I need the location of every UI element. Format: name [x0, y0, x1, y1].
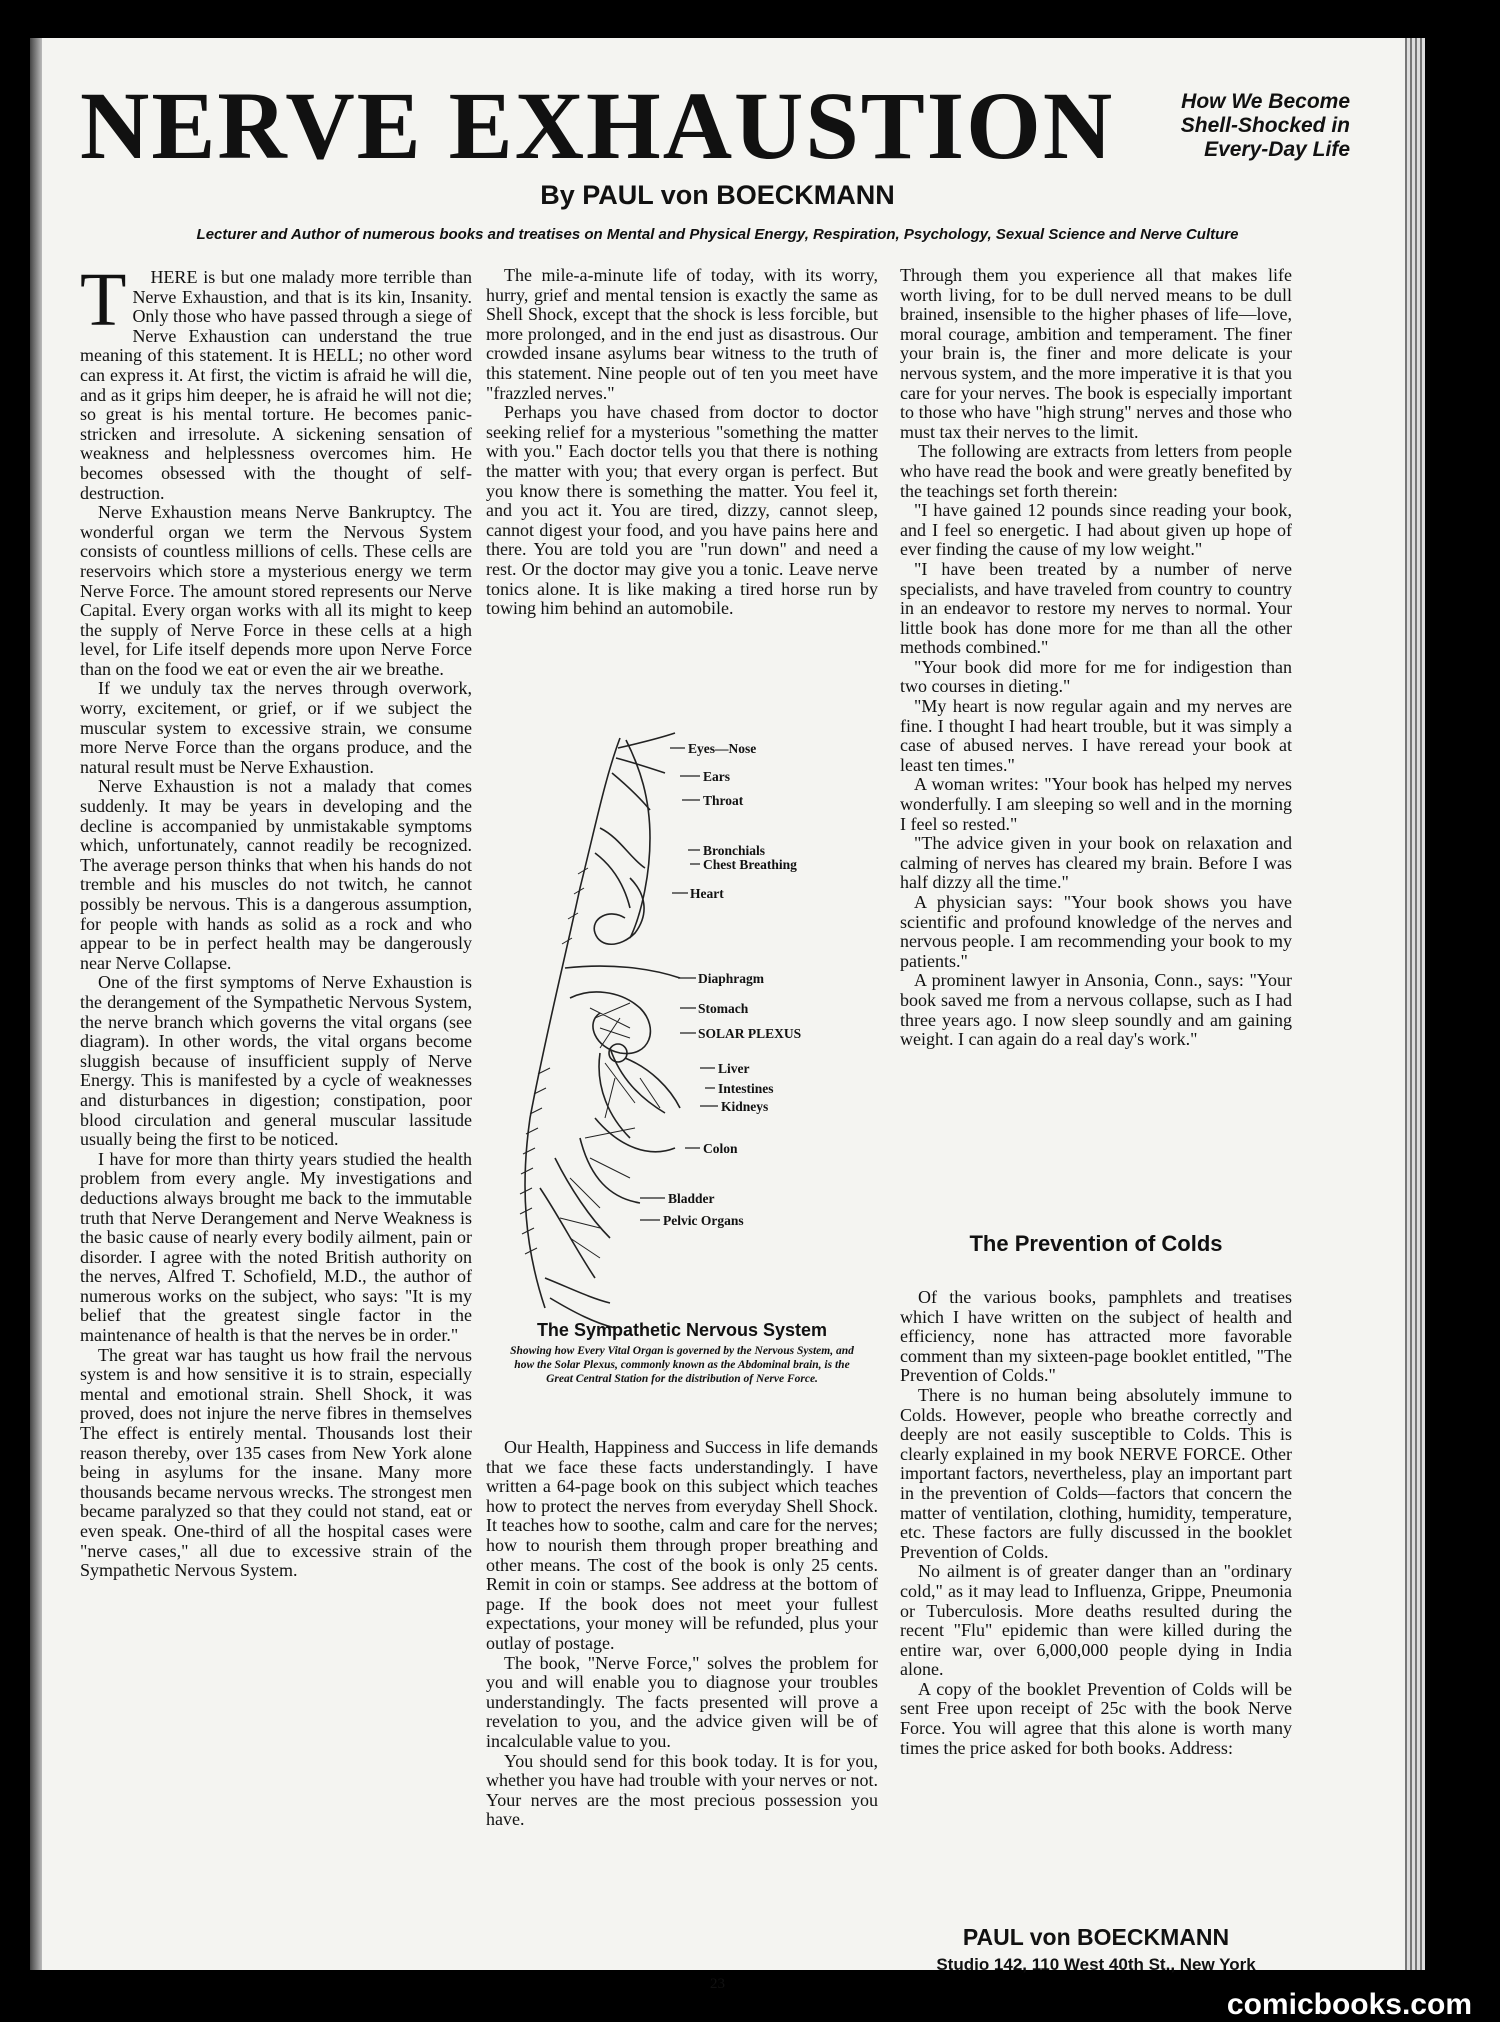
diagram-label: Bladder — [668, 1191, 715, 1206]
paragraph: Our Health, Happiness and Success in life demands that we face these facts understandingly. I have written a 64-page book on this subject which teaches how to protect the nerves from everyday Shell Shock. It teaches how to soothe, calm and care for the nerves; how to nourish them through proper breathing and other means. The cost of the book is only 25 cents. Remit in coin or stamps. See address at the bottom of page. If the book does not meet your fullest expectations, your money will be refunded, plus your outlay of postage. — [486, 1437, 878, 1653]
nerve-branch — [570, 992, 650, 1054]
nerve-ganglia — [520, 868, 588, 1254]
diagram-label: SOLAR PLEXUS — [698, 1026, 802, 1041]
diagram-label: Ears — [703, 769, 730, 784]
diagram-label: Stomach — [698, 1001, 749, 1016]
paragraph: The great war has taught us how frail the nervous system is and how sensitive it is to strain, especially mental and emotional strain. Shell Shock, it was proved, does not injure the nerve fibres in themselves The effect is entirely mental. Thousands lost their reason thereby, over 135 cases from New York alone being in asylums for the insane. Many more thousands became nervous wrecks. The strongest men became paralyzed so that they could not stand, eat or even speak. One-third of all the hospital cases were "nerve cases," all due to excessive strain of the Sympathetic Nervous System. — [80, 1344, 472, 1581]
page-spine — [30, 38, 42, 1970]
paragraph: No ailment is of greater danger than an "ordinary cold," as it may lead to Influenza, Grippe, Pneumonia or Tuberculosis. More deaths resulted during the recent "Flu" epidemic than were killed during the entire war, over 6,000,000 people dying in India alone. — [900, 1561, 1292, 1680]
article-column-3-bottom — [900, 1288, 1292, 1758]
page-edge — [1405, 38, 1425, 1970]
diagram-label: Intestines — [718, 1081, 774, 1096]
page-number: 23 — [710, 1976, 725, 1992]
diagram-label: Throat — [703, 793, 744, 808]
article-tagline — [1080, 90, 1350, 162]
diagram-label: Chest Breathing — [703, 857, 797, 872]
sympathetic-nervous-system-diagram — [500, 718, 870, 1348]
nerve-trunk — [525, 738, 620, 1308]
paragraph: Of the various books, pamphlets and treatises which I have written on the subject of health and efficiency, none has attracted more favorable comment than my sixteen-page booklet entitled, "The Prevention of Colds." — [900, 1287, 1292, 1386]
paragraph: If we unduly tax the nerves through overwork, worry, excitement, or grief, or if we subject the muscular system to excessive strain, we consume more Nerve Force than the organs produce, and the natural result must be Nerve Exhaustion. — [80, 678, 472, 777]
paragraph: The book, "Nerve Force," solves the problem for you and will enable you to diagnose your troubles understandingly. The facts presented will prove a revelation to you, and the advice given will be of incalculable value to you. — [486, 1652, 878, 1751]
author-credentials: Lecturer and Author of numerous books and treatises on Mental and Physical Energy, Respiration, Psychology, Sexual Science and Nerve Culture — [196, 226, 1239, 243]
author-signature — [900, 1924, 1292, 1975]
paragraph: The following are extracts from letters from people who have read the book and were greatly benefited by the teachings set forth therein: — [900, 441, 1292, 501]
drop-cap: T — [80, 258, 127, 342]
tagline-line: How We Become — [1181, 90, 1350, 113]
tagline-line: Every-Day Life — [1204, 138, 1350, 161]
article-column-3-top — [900, 266, 1292, 1050]
testimonial: "I have gained 12 pounds since reading your book, and I feel so energetic. I had about given up hope of ever finding the cause of my low weight." — [900, 500, 1292, 560]
diagram-label: Kidneys — [721, 1099, 769, 1114]
testimonial: "My heart is now regular again and my nerves are fine. I thought I had heart trouble, but it was simply a case of abused nerves. I have reread your book at least ten times." — [900, 696, 1292, 775]
paragraph: HERE is but one malady more terrible than Nerve Exhaustion, and that is its kin, Insanity. Only those who have passed through a siege of Nerve Exhaustion can understand the true meaning of this statement. It is HELL; no other word can express it. At first, the victim is afraid he will die, and as it grips him deeper, he is afraid he will not die; so great is his mental torture. He becomes panic-stricken and irresolute. A sickening sensation of weakness and helplessness overcomes him. He becomes obsessed with the thought of self-destruction. — [80, 267, 472, 503]
diagram-label: Diaphragm — [698, 971, 765, 986]
magazine-page — [30, 38, 1405, 1992]
byline: By PAUL von BOECKMANN — [540, 180, 895, 210]
section-heading: The Prevention of Colds — [969, 1231, 1223, 1256]
diagram-label: Heart — [690, 886, 724, 901]
article-column-2-bottom — [486, 1438, 878, 1830]
nerve-branch — [540, 1158, 610, 1278]
diagram-label: Colon — [703, 1141, 738, 1156]
testimonial: A prominent lawyer in Ansonia, Conn., says: "Your book saved me from a nervous collapse, such as I had three years ago. I now sleep soundly and am gaining weight. I can again do a real day's work." — [900, 970, 1292, 1050]
site-watermark: comicbooks.com — [1226, 1988, 1472, 2021]
nerve-branch — [565, 966, 680, 978]
paragraph: You should send for this book today. It is for you, whether you have had trouble with your nerves or not. Your nerves are the most precious possession you have. — [486, 1750, 878, 1830]
diagram-label: Pelvic Organs — [663, 1213, 744, 1228]
diagram-caption: Showing how Every Vital Organ is governed by the Nervous System, and how the Solar Plexus, commonly known as the Abdominal brain, is the Great Central Station for the distribution of Nerve Force. — [510, 1345, 854, 1385]
paragraph: A copy of the booklet Prevention of Colds will be sent Free upon receipt of 25c with the book Nerve Force. You will agree that this alone is worth many times the price asked for both books. Address: — [900, 1678, 1292, 1758]
diagram-label: Eyes—Nose — [688, 741, 757, 756]
diagram-label: Bronchials — [703, 843, 766, 858]
paragraph: The mile-a-minute life of today, with its worry, hurry, grief and mental tension is exactly the same as Shell Shock, except that the shock is less forcible, but more prolonged, and in the end just as disastrous. Our crowded insane asylums bear witness to the truth of this statement. Nine people out of ten you meet have "frazzled nerves." — [486, 265, 878, 403]
signature-name: PAUL von BOECKMANN — [962, 1924, 1230, 1950]
paragraph: Nerve Exhaustion is not a malady that comes suddenly. It may be years in developing and the decline is accompanied by unmistakable symptoms which, unfortunately, cannot readily be recognized. The average person thinks that when his hands do not tremble and his muscles do not twitch, he cannot possibly be nervous. This is a dangerous assumption, for people with hands as solid as a rock and who appear to be in perfect health may be dangerously near Nerve Collapse. — [80, 776, 472, 973]
tagline-line: Shell-Shocked in — [1180, 114, 1350, 137]
paragraph: There is no human being absolutely immune to Colds. However, people who breathe correctly and deeply are not easily susceptible to Colds. This is clearly explained in my book NERVE FORCE. Other important factors, nevertheless, play an important part in the prevention of Colds—factors that concern the matter of ventilation, clothing, humidity, temperature, etc. These factors are fully discussed in the booklet Prevention of Colds. — [900, 1384, 1292, 1562]
paragraph: Through them you experience all that makes life worth living, for to be dull nerved means to be dull brained, insensible to the higher phases of life—love, moral courage, ambition and temperament. The finer your brain is, the finer and more delicate is your nervous system, and the more imperative it is that you care for your nerves. The book is especially important to those who have "high strung" nerves and those who must tax their nerves to the limit. — [900, 265, 1292, 442]
nerve-branch — [595, 828, 645, 908]
article-column-1 — [80, 258, 472, 1581]
nerve-trunk — [626, 740, 650, 938]
nerve-branch — [594, 878, 644, 944]
paragraph: One of the first symptoms of Nerve Exhaustion is the derangement of the Sympathetic Nervous System, the nerve branch which governs the vital organs (see diagram). In other words, the vital organs become sluggish because of insufficient supply of Nerve Energy. This is manifested by a cycle of weaknesses and disturbances in digestion; constipation, poor blood circulation and general muscular lassitude usually being the first to be noticed. — [80, 972, 472, 1150]
testimonial: A woman writes: "Your book has helped my nerves wonderfully. I am sleeping so well and in the morning I feel so rested." — [900, 774, 1292, 834]
paragraph: I have for more than thirty years studied the health problem from every angle. My investigations and deductions always brought me back to the immutable truth that Nerve Derangement and Nerve Weakness is the basic cause of nearly every bodily ailment, pain or disorder. I agree with the noted British authority on the nerves, Alfred T. Schofield, M.D., the author of numerous works on the subject, who says: "It is my belief that the greatest single factor in the maintenance of health is that the nerves be in order." — [80, 1148, 472, 1346]
diagram-label: Liver — [718, 1061, 750, 1076]
testimonial: "I have been treated by a number of nerve specialists, and have traveled from country to country in an endeavor to restore my nerves to normal. Your little book has done more for me than all the other methods combined." — [900, 558, 1292, 658]
signature-address: Studio 142, 110 West 40th St., New York — [936, 1955, 1256, 1974]
testimonial: "Your book did more for me for indigestion than two courses in dieting." — [900, 656, 1292, 697]
article-title: NERVE EXHAUSTION — [80, 72, 1115, 179]
article-column-2-top — [486, 266, 878, 619]
testimonial: "The advice given in your book on relaxation and calming of nerves has cleared my brain. Before I was half dizzy all the time." — [900, 833, 1292, 893]
testimonial: A physician says: "Your book shows you have scientific and profound knowledge of the nerves and nervous people. I am recommending your book to my patients." — [900, 892, 1292, 971]
paragraph: Perhaps you have chased from doctor to doctor seeking relief for a mysterious "something the matter with you." Each doctor tells you that there is nothing the matter with you; that every organ is perfect. But you know there is something the matter. You feel it, and you act it. You are tired, dizzy, cannot sleep, cannot digest your food, and you have pains here and there. You are told you are "run down" and need a rest. Or the doctor may give you a tonic. Leave nerve tonics alone. It is like making a tired horse run by towing him behind an automobile. — [486, 402, 878, 619]
paragraph: Nerve Exhaustion means Nerve Bankruptcy. The wonderful organ we term the Nervous System consists of countless millions of cells. These cells are reservoirs which store a mysterious energy we term Nerve Force. The amount stored represents our Nerve Capital. Every organ works with all its might to keep the supply of Nerve Force in these cells at a high level, for Life itself depends more upon Nerve Force than on the food we eat or even the air we breathe. — [80, 502, 472, 679]
diagram-caption-title: The Sympathetic Nervous System — [536, 1320, 828, 1340]
nerve-branch — [612, 733, 675, 810]
